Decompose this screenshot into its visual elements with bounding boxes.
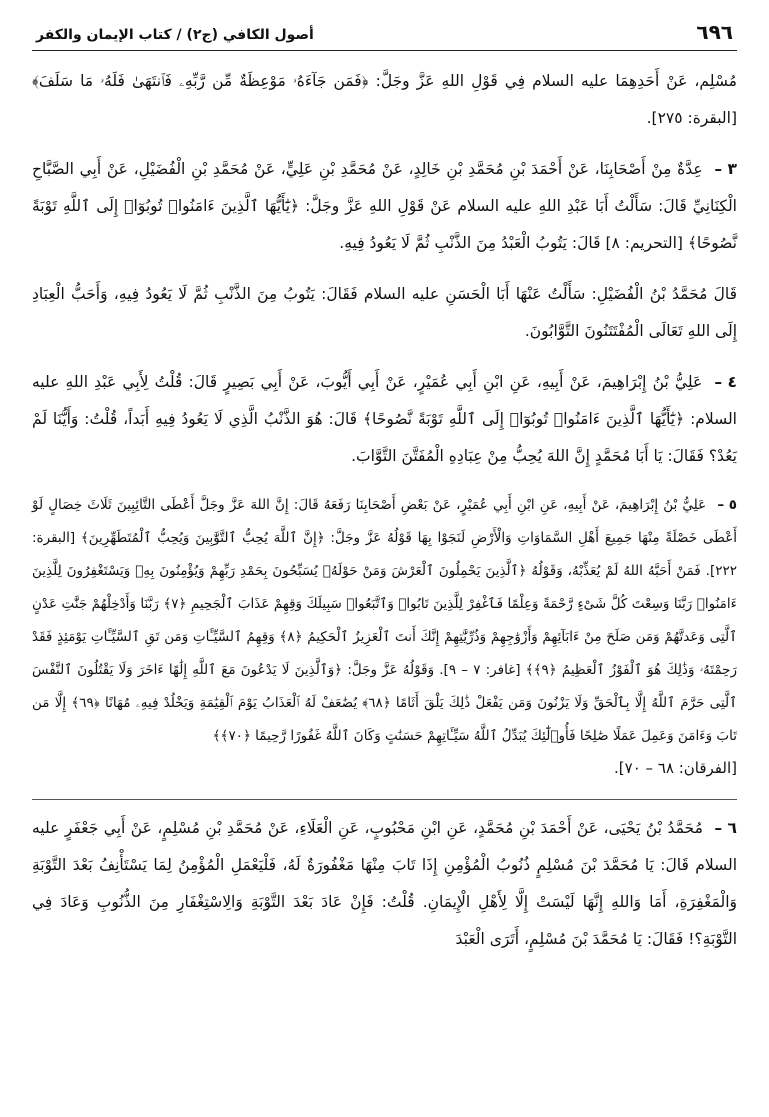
hadith-3 <box>32 151 737 262</box>
paragraph-text: عَلِيُّ بْنُ إِبْرَاهِيمَ، عَنْ أَبِيهِ، عَنِ ابْنِ أَبِي عُمَيْرٍ، عَنْ أَبِي أَيُّوبَ، عَنْ أَبِي بَصِيرٍ قَالَ: قُلْتُ لِأَبِي عَبْدِ اللهِ عليه السلام: ﴿يَٰٓأَيُّهَا ٱلَّذِينَ ءَامَنُوا۟ تُوبُوٓا۟ إِلَى ٱللَّهِ تَوْبَةً نَّصُوحًا﴾ قَالَ: هُوَ الذَّنْبُ الَّذِي لَا يَعُودُ فِيهِ أَبَداً، قُلْتُ: وَأَيُّنَا لَمْ يَعُدْ؟ فَقَالَ: يَا أَبَا مُحَمَّدٍ إِنَّ اللهَ يُحِبُّ مِنْ عِبَادِهِ الْمُفَتَّنَ التَّوَّابَ. <box>32 373 737 465</box>
hadith-number: ٦ – <box>714 819 737 837</box>
hadith-6 <box>32 810 737 958</box>
paragraph-text: مُسْلِم، عَنْ أَحَدِهِمَا عليه السلام فِي قَوْلِ اللهِ عَزَّ وجَلَّ: ﴿فَمَن جَآءَهُۥ مَوْعِظَةٌ مِّن رَّبِّهِۦ فَٱنتَهَىٰ فَلَهُۥ مَا سَلَفَ﴾ [البقرة: ٢٧٥]. <box>32 72 737 127</box>
hadith-3-addendum <box>32 276 737 350</box>
paragraph-text: مُحَمَّدُ بْنُ يَحْيَى، عَنْ أَحْمَدَ بْنِ مُحَمَّدٍ، عَنِ ابْنِ مَحْبُوبٍ، عَنِ الْعَلَاءِ، عَنْ مُحَمَّدِ بْنِ مُسْلِمٍ، عَنْ أَبِي جَعْفَرٍ عليه السلام قَالَ: يَا مُحَمَّدَ بْنَ مُسْلِمٍ ذُنُوبُ الْمُؤْمِنِ إِذَا تَابَ مِنْهَا مَغْفُورَةٌ لَهُ، فَلْيَعْمَلِ الْمُؤْمِنُ لِمَا يَسْتَأْنِفُ بَعْدَ التَّوْبَةِ وَالْمَغْفِرَةِ، أَمَا وَاللهِ إِنَّهَا لَيْسَتْ إِلَّا لِأَهْلِ الْإِيمَانِ. قُلْتُ: فَإِنْ عَادَ بَعْدَ التَّوْبَةِ وَالِاسْتِغْفَارِ مِنَ الذُّنُوبِ وَعَادَ فِي التَّوْبَةِ؟! فَقَالَ: يَا مُحَمَّدَ بْنَ مُسْلِمٍ، أَتَرَى الْعَبْدَ <box>32 819 737 948</box>
reference-text: [الفرقان: ٦٨ – ٧٠]. <box>614 759 737 777</box>
verse-reference <box>32 753 737 783</box>
hadith-number: ٤ – <box>714 373 737 391</box>
paragraph-text: عِدَّةٌ مِنْ أَصْحَابِنَا، عَنْ أَحْمَدَ بْنِ مُحَمَّدِ بْنِ خَالِدٍ، عَنْ مُحَمَّدِ بْنِ عَلِيٍّ، عَنْ مُحَمَّدِ بْنِ الْفُضَيْلِ، عَنْ أَبِي الصَّبَّاحِ الْكِنَانِيِّ قَالَ: سَأَلْتُ أَبَا عَبْدِ اللهِ عليه السلام عَنْ قَوْلِ اللهِ عَزَّ وجَلَّ: ﴿يَٰٓأَيُّهَا ٱلَّذِينَ ءَامَنُوا۟ تُوبُوٓا۟ إِلَى ٱللَّهِ تَوْبَةً نَّصُوحًا﴾ [التحريم: ٨] قَالَ: يَتُوبُ الْعَبْدُ مِنَ الذَّنْبِ ثُمَّ لَا يَعُودُ فِيهِ. <box>32 160 737 252</box>
hadith-4 <box>32 364 737 475</box>
hadith-number: ٣ – <box>714 160 737 178</box>
paragraph-text: قَالَ مُحَمَّدُ بْنُ الْفُضَيْلِ: سَأَلْتُ عَنْهَا أَبَا الْحَسَنِ عليه السلام فَقَالَ: يَتُوبُ مِنَ الذَّنْبِ ثُمَّ لَا يَعُودُ فِيهِ، وَأَحَبُّ الْعِبَادِ إِلَى اللهِ تَعَالَى الْمُفْتَتَنُونَ التَّوَّابُونَ. <box>32 285 737 340</box>
running-title: أصول الكافي (ج٢) / كتاب الإيمان والكفر <box>36 27 314 43</box>
page-header <box>32 20 737 51</box>
paragraph-continuation <box>32 63 737 137</box>
page-number: ٦٩٦ <box>696 20 733 44</box>
hadith-5 <box>32 489 737 753</box>
hadith-number: ٥ – <box>717 497 738 513</box>
paragraph-text: عَلِيُّ بْنُ إِبْرَاهِيمَ، عَنْ أَبِيهِ، عَنِ ابْنِ أَبِي عُمَيْرٍ، عَنْ بَعْضِ أَصْحَابِنَا رَفَعَهُ قَالَ: إِنَّ اللهَ عَزَّ وجَلَّ أَعْطَى التَّائِبِينَ ثَلَاثَ خِصَالٍ لَوْ أَعْطَى خَصْلَةً مِنْهَا جَمِيعَ أَهْلِ السَّمَاوَاتِ وَالْأَرْضِ لَنَجَوْا بِهَا قَوْلُهُ عَزَّ وجَلَّ: ﴿إِنَّ ٱللَّهَ يُحِبُّ ٱلتَّوَّٰبِينَ وَيُحِبُّ ٱلْمُتَطَهِّرِينَ﴾ [البقرة: ٢٢٢]. فَمَنْ أَحَبَّهُ اللهُ لَمْ يُعَذِّبْهُ، وَقَوْلُهُ ﴿ٱلَّذِينَ يَحْمِلُونَ ٱلْعَرْشَ وَمَنْ حَوْلَهُۥ يُسَبِّحُونَ بِحَمْدِ رَبِّهِمْ وَيُؤْمِنُونَ بِهِۦ وَيَسْتَغْفِرُونَ لِلَّذِينَ ءَامَنُوا۟ رَبَّنَا وَسِعْتَ كُلَّ شَىْءٍ رَّحْمَةً وَعِلْمًا فَٱغْفِرْ لِلَّذِينَ تَابُوا۟ وَٱتَّبَعُوا۟ سَبِيلَكَ وَقِهِمْ عَذَابَ ٱلْجَحِيمِ ﴿٧﴾ رَبَّنَا وَأَدْخِلْهُمْ جَنَّٰتِ عَدْنٍ ٱلَّتِى وَعَدتَّهُمْ وَمَن صَلَحَ مِنْ ءَابَآئِهِمْ وَأَزْوَٰجِهِمْ وَذُرِّيَّٰتِهِمْ إِنَّكَ أَنتَ ٱلْعَزِيزُ ٱلْحَكِيمُ ﴿٨﴾ وَقِهِمُ ٱلسَّيِّـَٔاتِ وَمَن تَقِ ٱلسَّيِّـَٔاتِ يَوْمَئِذٍ فَقَدْ رَحِمْتَهُۥ وَذَٰلِكَ هُوَ ٱلْفَوْزُ ٱلْعَظِيمُ ﴿٩﴾﴾ [غافر: ٧ – ٩]. وَقَوْلُهُ عَزَّ وجَلَّ: ﴿وَٱلَّذِينَ لَا يَدْعُونَ مَعَ ٱللَّهِ إِلَٰهًا ءَاخَرَ وَلَا يَقْتُلُونَ ٱلنَّفْسَ ٱلَّتِى حَرَّمَ ٱللَّهُ إِلَّا بِٱلْحَقِّ وَلَا يَزْنُونَ وَمَن يَفْعَلْ ذَٰلِكَ يَلْقَ أَثَامًا ﴿٦٨﴾ يُضَٰعَفْ لَهُ ٱلْعَذَابُ يَوْمَ ٱلْقِيَٰمَةِ وَيَخْلُدْ فِيهِۦ مُهَانًا ﴿٦٩﴾ إِلَّا مَن تَابَ وَءَامَنَ وَعَمِلَ عَمَلًا صَٰلِحًا فَأُو۟لَٰٓئِكَ يُبَدِّلُ ٱللَّهُ سَيِّـَٔاتِهِمْ حَسَنَٰتٍ وَكَانَ ٱللَّهُ غَفُورًا رَّحِيمًا ﴿٧٠﴾﴾ <box>32 497 738 744</box>
divider <box>32 799 737 800</box>
